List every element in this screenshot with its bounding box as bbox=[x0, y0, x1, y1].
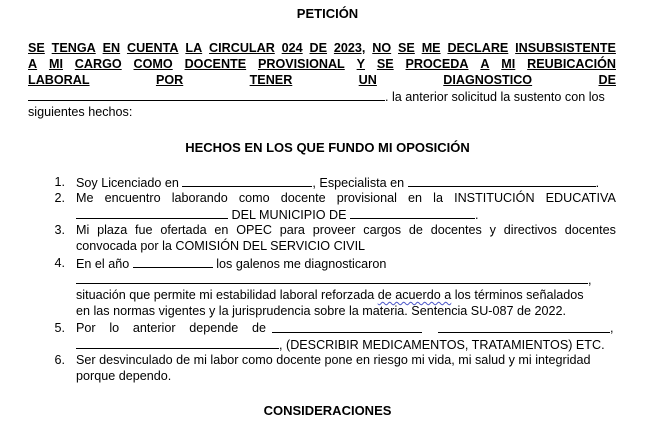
list-item-continuation: DEL MUNICIPIO DE . bbox=[76, 207, 479, 223]
list-item-continuation: convocada por la COMISIÓN DEL SERVICIO CIVIL bbox=[76, 239, 366, 253]
diagnosis-blank bbox=[28, 89, 385, 101]
item-number: 4. bbox=[54, 256, 65, 270]
diagnosis-description-blank bbox=[76, 272, 588, 284]
list-item-continuation: en las normas vigentes y la jurisprudencia sobre la materia. Sentencia SU-087 de 2022. bbox=[76, 304, 567, 318]
specialty-blank bbox=[408, 175, 596, 187]
petition-line-2: A MI CARGO COMO DOCENTE PROVISIONAL Y SE PROCEDA A MI REUBICACIÓN bbox=[28, 57, 616, 71]
list-item: Soy Licenciado en , Especialista en . bbox=[76, 176, 600, 190]
list-item: Me encuentro laborando como docente provisional en la INSTITUCIÓN EDUCATIVA bbox=[76, 191, 616, 205]
year-blank bbox=[133, 256, 213, 268]
degree-blank bbox=[182, 175, 312, 187]
list-item: Mi plaza fue ofertada en OPEC para proveer cargos de docentes y directivos docentes bbox=[76, 223, 616, 237]
item-number: 2. bbox=[54, 191, 65, 205]
list-item-continuation: situación que permite mi estabilidad laboral reforzada de acuerdo a los términos señalados bbox=[76, 288, 584, 302]
dependency-blank-1 bbox=[272, 321, 422, 333]
list-item-continuation: , bbox=[76, 272, 592, 288]
page-title: PETICIÓN bbox=[296, 6, 359, 21]
institution-blank bbox=[76, 207, 228, 219]
municipality-blank bbox=[350, 207, 475, 219]
item-number: 3. bbox=[54, 223, 65, 237]
list-item: Por lo anterior depende de , bbox=[76, 321, 614, 335]
medication-blank bbox=[76, 337, 279, 349]
list-item-continuation: porque dependo. bbox=[76, 369, 172, 383]
petition-line-1: SE TENGA EN CUENTA LA CIRCULAR 024 DE 2023, NO SE ME DECLARE INSUBSISTENTE bbox=[28, 41, 616, 55]
petition-line-4: . la anterior solicitud la sustento con los bbox=[28, 89, 605, 105]
item-number: 6. bbox=[54, 353, 65, 367]
petition-line-5: siguientes hechos: bbox=[28, 105, 133, 119]
list-item: En el año los galenos me diagnosticaron bbox=[76, 257, 387, 271]
footer-section-title: CONSIDERACIONES bbox=[263, 403, 392, 418]
list-item-continuation: , (DESCRIBIR MEDICAMENTOS, TRATAMIENTOS) ETC. bbox=[76, 337, 605, 353]
grammar-underline: de acuerdo a bbox=[377, 288, 452, 302]
list-item: Ser desvinculado de mi labor como docente pone en riesgo mi vida, mi salud y mi integridad bbox=[76, 353, 591, 367]
item-number: 1. bbox=[54, 175, 65, 189]
section-title: HECHOS EN LOS QUE FUNDO MI OPOSICIÓN bbox=[185, 140, 470, 155]
petition-line-3: LABORAL POR TENER UN DIAGNOSTICO DE bbox=[28, 73, 616, 87]
dependency-blank-2 bbox=[438, 321, 610, 333]
item-number: 5. bbox=[54, 321, 65, 335]
